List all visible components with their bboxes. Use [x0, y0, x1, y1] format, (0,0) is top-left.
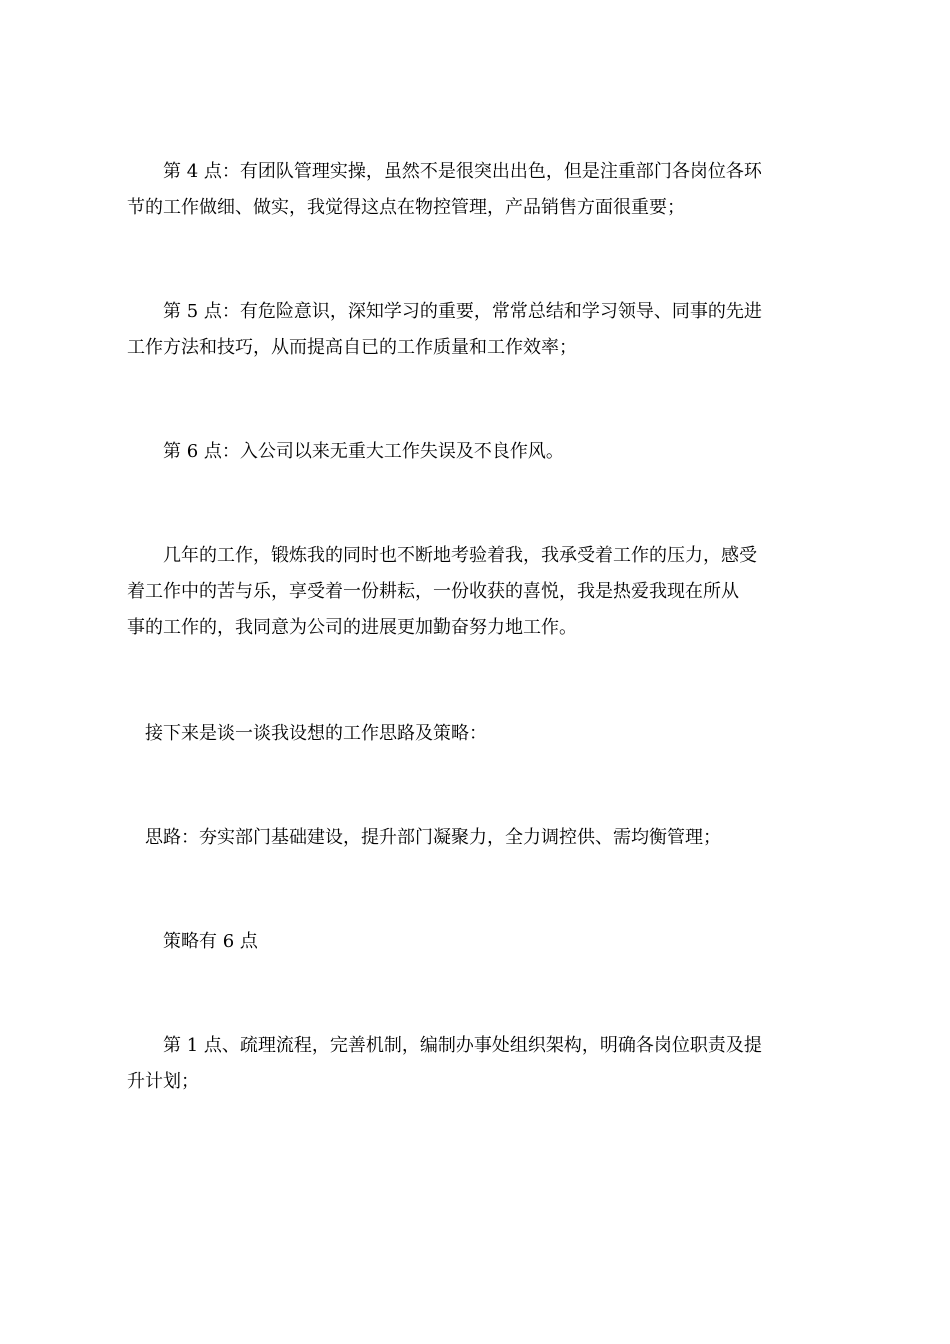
paragraph-line: 接下来是谈一谈我设想的工作思路及策略： — [145, 723, 487, 744]
paragraph-line: 第 5 点：有危险意识，深知学习的重要，常常总结和学习领导、同事的先进 — [163, 301, 762, 322]
paragraph-line: 策略有 6 点 — [163, 931, 258, 952]
paragraph-line: 节的工作做细、做实，我觉得这点在物控管理，产品销售方面很重要； — [127, 197, 685, 218]
paragraph-line: 升计划； — [127, 1071, 199, 1092]
paragraph-line: 几年的工作，锻炼我的同时也不断地考验着我，我承受着工作的压力，感受 — [163, 545, 757, 566]
paragraph-line: 思路：夯实部门基础建设，提升部门凝聚力，全力调控供、需均衡管理； — [145, 827, 721, 848]
paragraph-line: 第 6 点：入公司以来无重大工作失误及不良作风。 — [163, 441, 564, 462]
paragraph-line: 第 4 点：有团队管理实操，虽然不是很突出出色，但是注重部门各岗位各环 — [163, 161, 762, 182]
paragraph-work-reflection — [127, 538, 810, 646]
paragraph-approach — [145, 820, 810, 856]
paragraph-intro-strategy — [145, 716, 810, 752]
paragraph-point-6 — [145, 434, 810, 470]
paragraph-line: 工作方法和技巧，从而提高自已的工作质量和工作效率； — [127, 337, 577, 358]
paragraph-point-5 — [127, 294, 810, 366]
paragraph-strategy-heading — [145, 924, 810, 960]
paragraph-line: 第 1 点、疏理流程，完善机制，编制办事处组织架构，明确各岗位职责及提 — [163, 1035, 762, 1056]
paragraph-line: 着工作中的苦与乐，享受着一份耕耘，一份收获的喜悦，我是热爱我现在所从 — [127, 581, 739, 602]
paragraph-strategy-point-1 — [127, 1028, 810, 1100]
paragraph-line: 事的工作的，我同意为公司的进展更加勤奋努力地工作。 — [127, 617, 577, 638]
paragraph-point-4 — [127, 154, 810, 226]
